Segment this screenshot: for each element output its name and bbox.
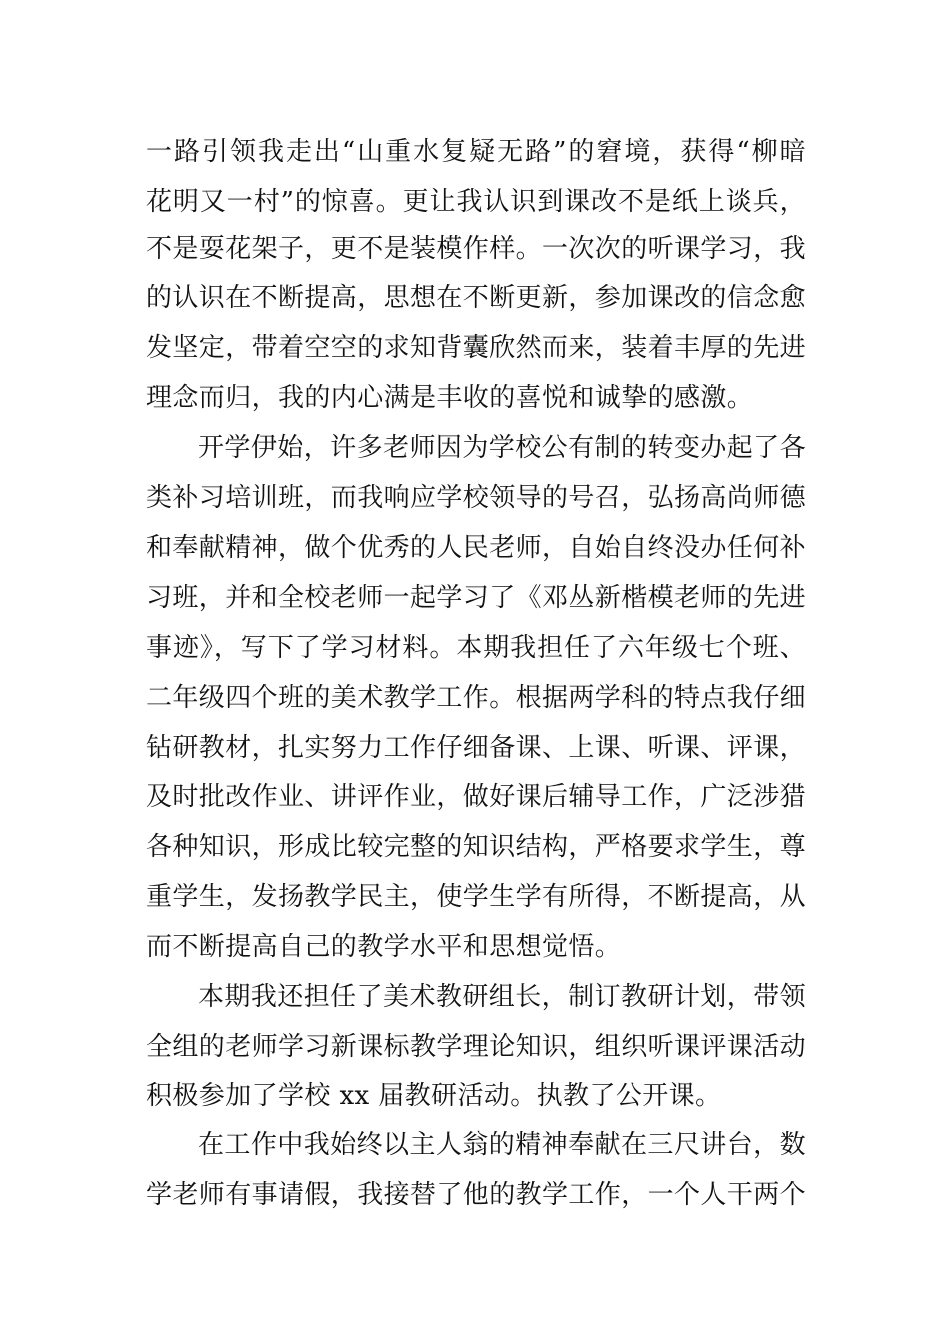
text-line: 不是耍花架子，更不是装模作样。一次次的听课学习，我 [146,234,807,264]
text-line: 及时批改作业、讲评作业，做好课后辅导工作，广泛涉猎 [146,782,807,812]
text-line: 学老师有事请假，我接替了他的教学工作，一个人干两个 [146,1180,807,1210]
text-line: 和奉献精神，做个优秀的人民老师，自始自终没办任何补 [146,533,807,563]
text-line: 花明又一村”的惊喜。更让我认识到课改不是纸上谈兵， [146,187,806,217]
text-line: 的认识在不断提高，思想在不断更新，参加课改的信念愈 [146,283,807,313]
paragraph-first-line: 本期我还担任了美术教研组长，制订教研计划，带领 [198,982,806,1012]
text-line: 理念而归，我的内心满是丰收的喜悦和诚挚的感激。 [146,383,754,413]
text-line: 一路引领我走出“山重水复疑无路”的窘境，获得“柳暗 [146,137,806,167]
text-line: 事迹》，写下了学习材料。本期我担任了六年级七个班、 [146,633,806,663]
text-line: 发坚定，带着空空的求知背囊欣然而来，装着丰厚的先进 [146,333,807,363]
text-line: 二年级四个班的美术教学工作。根据两学科的特点我仔细 [146,683,807,713]
text-line: 各种知识，形成比较完整的知识结构，严格要求学生，尊 [146,832,807,862]
text-line: 类补习培训班，而我响应学校领导的号召，弘扬高尚师德 [146,483,807,513]
text-line: 钻研教材，扎实努力工作仔细备课、上课、听课、评课， [146,733,807,763]
text-line: 重学生，发扬教学民主，使学生学有所得，不断提高，从 [146,882,807,912]
paragraph-first-line: 开学伊始，许多老师因为学校公有制的转变办起了各 [198,433,806,463]
text-line: 积极参加了学校 xx 届教研活动。执教了公开课。 [146,1081,722,1111]
text-line: 而不断提高自己的教学水平和思想觉悟。 [146,932,622,962]
text-line: 全组的老师学习新课标教学理论知识，组织听课评课活动 [146,1032,807,1062]
paragraph-first-line: 在工作中我始终以主人翁的精神奉献在三尺讲台，数 [198,1130,806,1160]
text-line: 习班，并和全校老师一起学习了《邓丛新楷模老师的先进 [146,583,807,613]
